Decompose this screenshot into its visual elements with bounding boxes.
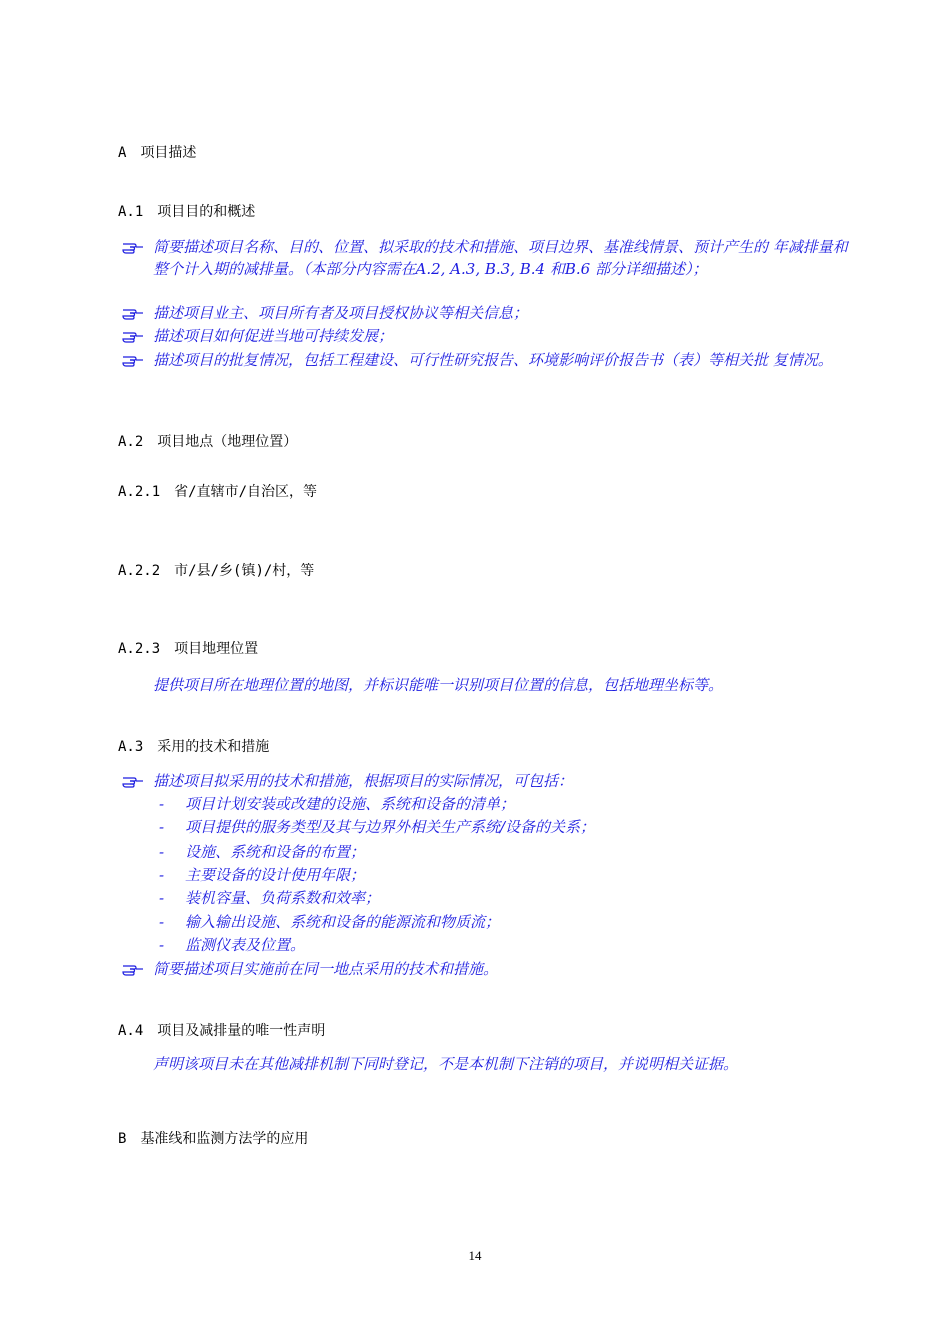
section-a3-heading — [118, 736, 269, 756]
list-item-text: 描述项目如何促进当地可持续发展； — [153, 327, 394, 345]
list-item — [121, 302, 861, 324]
pointing-hand-icon — [121, 325, 145, 347]
list-item — [121, 236, 861, 280]
dash-item — [159, 864, 365, 886]
list-item — [121, 349, 861, 371]
section-title: 项目目的和概述 — [157, 204, 256, 220]
section-number: A — [118, 145, 127, 161]
section-title: 项目地理位置 — [174, 641, 259, 657]
list-item-text: 描述项目拟采用的技术和措施，根据项目的实际情况，可包括： — [153, 772, 574, 790]
dash-marker: - — [159, 843, 165, 861]
pointing-hand-icon — [121, 770, 145, 792]
section-a2-heading — [118, 431, 297, 451]
section-a22-heading — [118, 560, 314, 580]
section-number: B — [118, 1131, 127, 1147]
section-a4-heading — [118, 1020, 325, 1040]
section-title: 项目描述 — [140, 145, 197, 161]
section-a23-heading — [118, 638, 258, 658]
page-number: 14 — [468, 1248, 482, 1263]
instruction-text: 声明该项目未在其他减排机制下同时登记，不是本机制下注销的项目，并说明相关证据。 — [153, 1055, 739, 1073]
section-a-heading — [118, 142, 196, 162]
section-number: A.2.1 — [118, 484, 161, 500]
dash-item-text: 装机容量、负荷系数和效率； — [185, 889, 381, 907]
dash-item — [159, 841, 365, 863]
dash-item — [159, 793, 515, 815]
dash-marker: - — [159, 936, 165, 954]
section-number: A.2.2 — [118, 563, 161, 579]
section-number: A.2.3 — [118, 641, 161, 657]
section-number: A.4 — [118, 1023, 144, 1039]
dash-item-text: 项目提供的服务类型及其与边界外相关生产系统/设备的关系； — [185, 818, 596, 836]
section-number: A.1 — [118, 204, 144, 220]
section-a1-heading — [118, 201, 255, 221]
list-item-text: 简要描述项目名称、目的、位置、拟采取的技术和措施、项目边界、基准线情景、预计产生的 年减排量和整个计入期的减排量。（本部分内容需在A.2, A.3, B.3, B.4 和B.6 部分详细描述）； — [153, 238, 848, 278]
section-title: 省/直辖市/自治区，等 — [174, 484, 318, 500]
pointing-hand-icon — [121, 302, 145, 324]
list-item-text: 描述项目业主、项目所有者及项目授权协议等相关信息； — [153, 304, 529, 322]
dash-item — [159, 887, 380, 909]
pointing-hand-icon — [121, 958, 145, 980]
list-item — [121, 325, 861, 347]
dash-item-text: 主要设备的设计使用年限； — [185, 866, 366, 884]
section-b-heading — [118, 1128, 308, 1148]
dash-item — [159, 934, 305, 956]
dash-item-text: 输入输出设施、系统和设备的能源流和物质流； — [185, 913, 501, 931]
dash-marker: - — [159, 889, 165, 907]
dash-item-text: 监测仪表及位置。 — [185, 936, 306, 954]
dash-item — [159, 911, 500, 933]
list-item — [121, 770, 861, 792]
dash-item-text: 设施、系统和设备的布置； — [185, 843, 366, 861]
section-title: 项目地点（地理位置） — [157, 434, 298, 450]
list-item-text: 简要描述项目实施前在同一地点采用的技术和措施。 — [153, 960, 499, 978]
pointing-hand-icon — [121, 349, 145, 371]
dash-marker: - — [159, 913, 165, 931]
dash-item — [159, 816, 595, 838]
instruction-text: 提供项目所在地理位置的地图，并标识能唯一识别项目位置的信息，包括地理坐标等。 — [153, 676, 724, 694]
list-item-text: 描述项目的批复情况，包括工程建设、可行性研究报告、环境影响评价报告书（表）等相关批 复情况。 — [153, 351, 833, 369]
dash-marker: - — [159, 818, 165, 836]
dash-marker: - — [159, 795, 165, 813]
section-title: 项目及减排量的唯一性声明 — [157, 1023, 326, 1039]
section-title: 采用的技术和措施 — [157, 739, 270, 755]
section-title: 市/县/乡(镇)/村，等 — [174, 563, 315, 579]
section-number: A.2 — [118, 434, 144, 450]
section-number: A.3 — [118, 739, 144, 755]
dash-marker: - — [159, 866, 165, 884]
dash-item-text: 项目计划安装或改建的设施、系统和设备的清单； — [185, 795, 516, 813]
list-item — [121, 958, 861, 980]
section-title: 基准线和监测方法学的应用 — [140, 1131, 309, 1147]
pointing-hand-icon — [121, 236, 145, 258]
section-a21-heading — [118, 481, 317, 501]
